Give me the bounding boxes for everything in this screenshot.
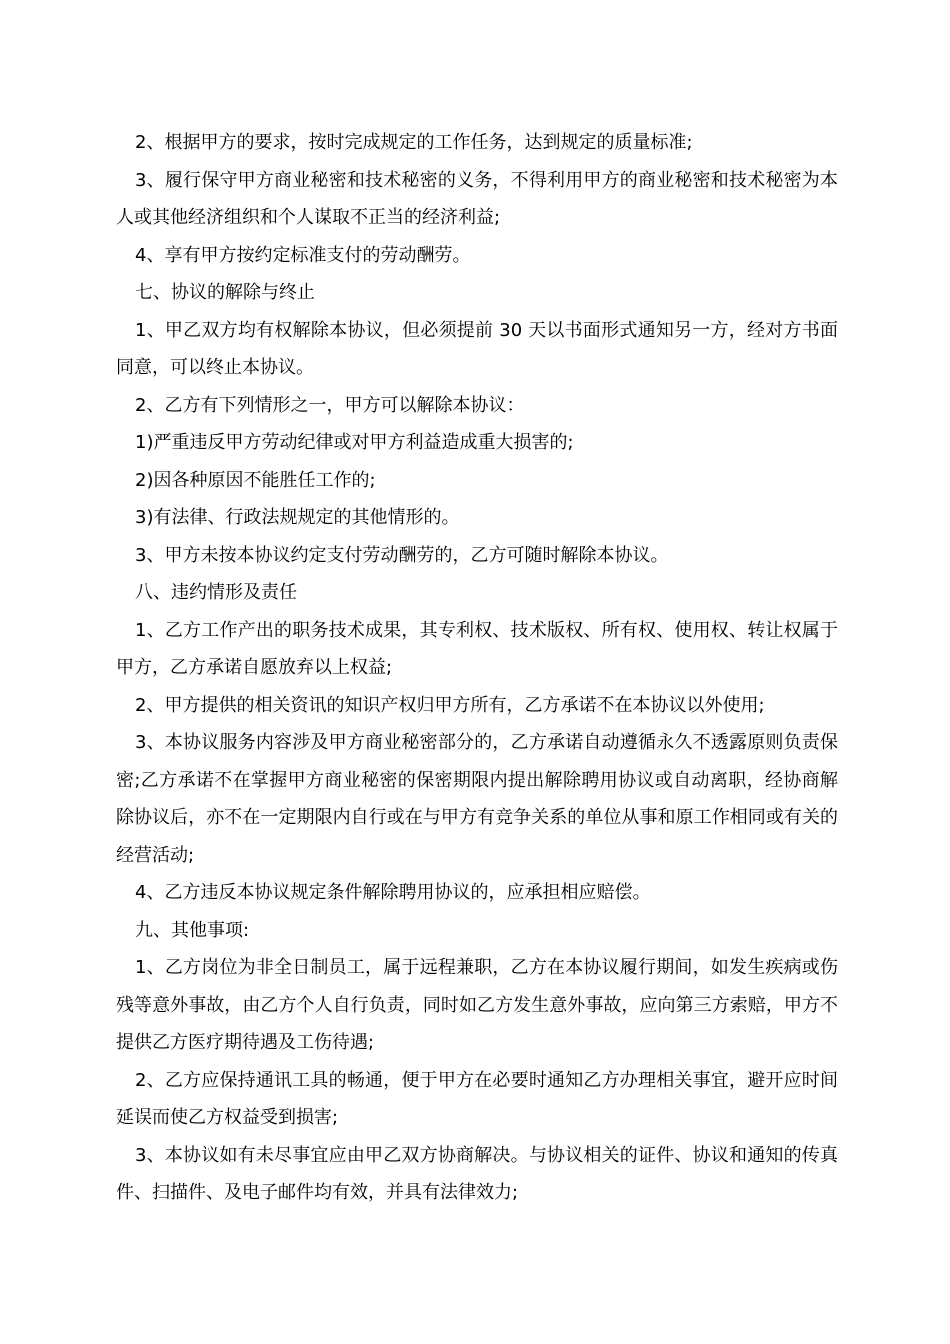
clause-6-item-2: 2、根据甲方的要求，按时完成规定的工作任务，达到规定的质量标准; (135, 132, 693, 153)
clause-6-item-3: 3、履行保守甲方商业秘密和技术秘密的义务，不得利用甲方的商业秘密和技术秘密为本人或其他经济组织和个人谋取不正当的经济利益; (116, 169, 838, 228)
section-7-heading: 七、协议的解除与终止 (135, 282, 315, 303)
document-body (116, 124, 838, 1212)
section-8-heading: 八、违约情形及责任 (135, 582, 297, 603)
clause-8-item-1: 1、乙方工作产出的职务技术成果，其专利权、技术版权、所有权、使用权、转让权属于甲方，乙方承诺自愿放弃以上权益; (116, 619, 838, 678)
clause-8-item-3: 3、本协议服务内容涉及甲方商业秘密部分的，乙方承诺自动遵循永久不透露原则负责保密;乙方承诺不在掌握甲方商业秘密的保密期限内提出解除聘用协议或自动离职，经协商解除协议后，亦不在一定期限内自行或在与甲方有竞争关系的单位从事和原工作相同或有关的经营活动; (116, 732, 838, 866)
clause-8-item-4: 4、乙方违反本协议规定条件解除聘用协议的，应承担相应赔偿。 (135, 882, 651, 903)
clause-7-item-2: 2、乙方有下列情形之一，甲方可以解除本协议： (135, 394, 525, 416)
clause-8-item-2: 2、甲方提供的相关资讯的知识产权归甲方所有，乙方承诺不在本协议以外使用; (135, 694, 765, 716)
clause-7-item-2-sub-2: 2)因各种原因不能胜任工作的; (135, 469, 376, 491)
clause-7-item-2-sub-1: 1)严重违反甲方劳动纪律或对甲方利益造成重大损害的; (135, 432, 574, 453)
clause-9-item-2: 2、乙方应保持通讯工具的畅通，便于甲方在必要时通知乙方办理相关事宜，避开应时间延误而使乙方权益受到损害; (116, 1069, 838, 1128)
clause-7-item-3: 3、甲方未按本协议约定支付劳动酬劳的，乙方可随时解除本协议。 (135, 544, 669, 566)
clause-9-item-1: 1、乙方岗位为非全日制员工，属于远程兼职，乙方在本协议履行期间，如发生疾病或伤残等意外事故，由乙方个人自行负责，同时如乙方发生意外事故，应向第三方索赔，甲方不提供乙方医疗期待遇及工伤待遇; (116, 957, 838, 1053)
clause-9-item-3: 3、本协议如有未尽事宜应由甲乙双方协商解决。与协议相关的证件、协议和通知的传真件、扫描件、及电子邮件均有效，并具有法律效力; (116, 1144, 838, 1203)
section-9-heading: 九、其他事项: (135, 919, 250, 941)
clause-7-item-2-sub-3: 3)有法律、行政法规规定的其他情形的。 (135, 507, 460, 528)
clause-7-item-1: 1、甲乙双方均有权解除本协议，但必须提前 30 天以书面形式通知另一方，经对方书面同意，可以终止本协议。 (116, 319, 838, 378)
clause-6-item-4: 4、享有甲方按约定标准支付的劳动酬劳。 (135, 244, 471, 266)
